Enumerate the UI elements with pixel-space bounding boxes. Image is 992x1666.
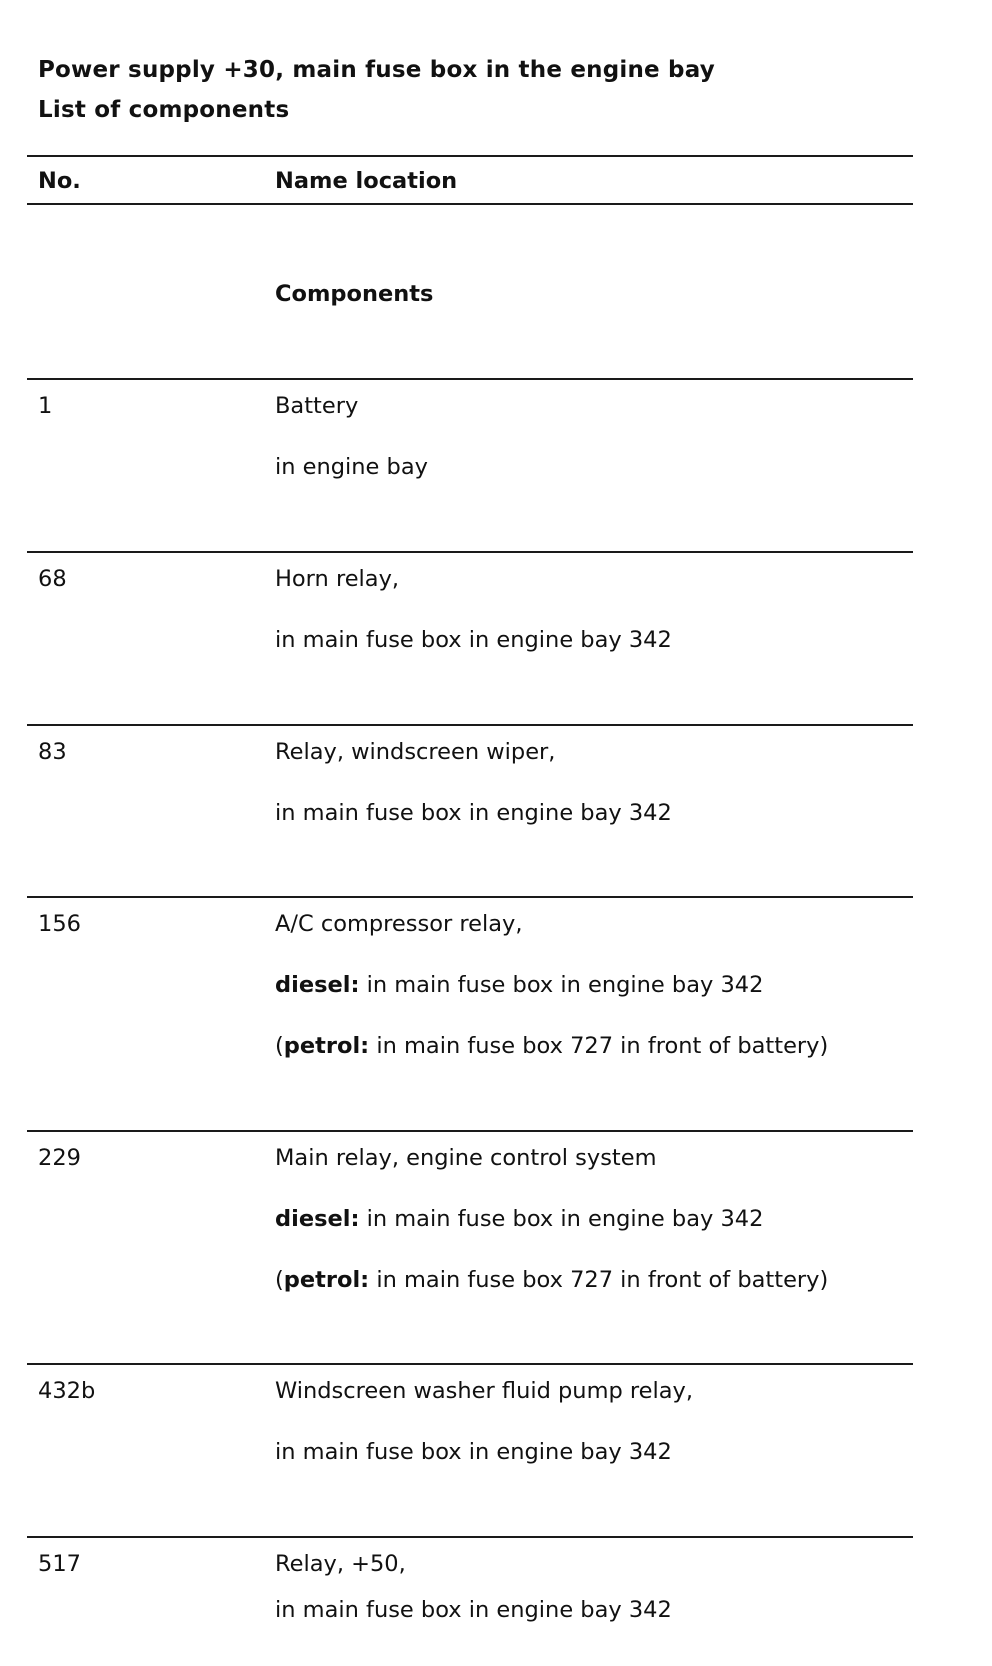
row-number: 517	[38, 1551, 81, 1577]
header-bottom-rule	[27, 203, 913, 205]
diesel-text: in main fuse box in engine bay 342	[359, 972, 764, 998]
row-diesel-location	[275, 971, 763, 999]
row-number: 83	[38, 739, 67, 765]
diesel-text: in main fuse box in engine bay 342	[359, 1206, 764, 1232]
row-name: Windscreen washer fluid pump relay,	[275, 1378, 694, 1404]
diesel-label: diesel:	[275, 1206, 360, 1232]
row-petrol-location	[275, 1032, 828, 1060]
row-name: Battery	[275, 393, 359, 419]
row-location: in main fuse box in engine bay 342	[275, 800, 672, 826]
petrol-label: petrol:	[283, 1033, 370, 1059]
row-divider	[27, 551, 913, 553]
row-number: 229	[38, 1145, 81, 1171]
section-components-label: Components	[275, 281, 434, 307]
petrol-text: in main fuse box 727 in front of battery)	[369, 1033, 829, 1059]
row-name: Horn relay,	[275, 566, 400, 592]
title-line-1: Power supply +30, main fuse box in the engine bay	[38, 57, 715, 83]
row-divider	[27, 1536, 913, 1538]
header-no: No.	[38, 168, 81, 194]
row-divider	[27, 1130, 913, 1132]
document-title	[38, 50, 715, 130]
row-number: 68	[38, 566, 67, 592]
petrol-open-paren: (	[275, 1267, 284, 1293]
row-name: Main relay, engine control system	[275, 1145, 657, 1171]
diesel-label: diesel:	[275, 972, 360, 998]
row-number: 1	[38, 393, 53, 419]
row-divider	[27, 378, 913, 380]
row-location: in main fuse box in engine bay 342	[275, 1597, 672, 1623]
petrol-open-paren: (	[275, 1033, 284, 1059]
row-name: Relay, windscreen wiper,	[275, 739, 556, 765]
row-name: A/C compressor relay,	[275, 911, 523, 937]
row-divider	[27, 724, 913, 726]
row-diesel-location	[275, 1205, 763, 1233]
row-name: Relay, +50,	[275, 1551, 406, 1577]
petrol-text: in main fuse box 727 in front of battery)	[369, 1267, 829, 1293]
row-location: in main fuse box in engine bay 342	[275, 627, 672, 653]
row-location: in engine bay	[275, 454, 428, 480]
row-number: 156	[38, 911, 81, 937]
title-line-2: List of components	[38, 97, 290, 123]
petrol-label: petrol:	[283, 1267, 370, 1293]
row-location: in main fuse box in engine bay 342	[275, 1439, 672, 1465]
table-top-rule	[27, 155, 913, 157]
header-name-location: Name location	[275, 168, 458, 194]
row-divider	[27, 1363, 913, 1365]
row-petrol-location	[275, 1266, 828, 1294]
row-divider	[27, 896, 913, 898]
row-number: 432b	[38, 1378, 96, 1404]
